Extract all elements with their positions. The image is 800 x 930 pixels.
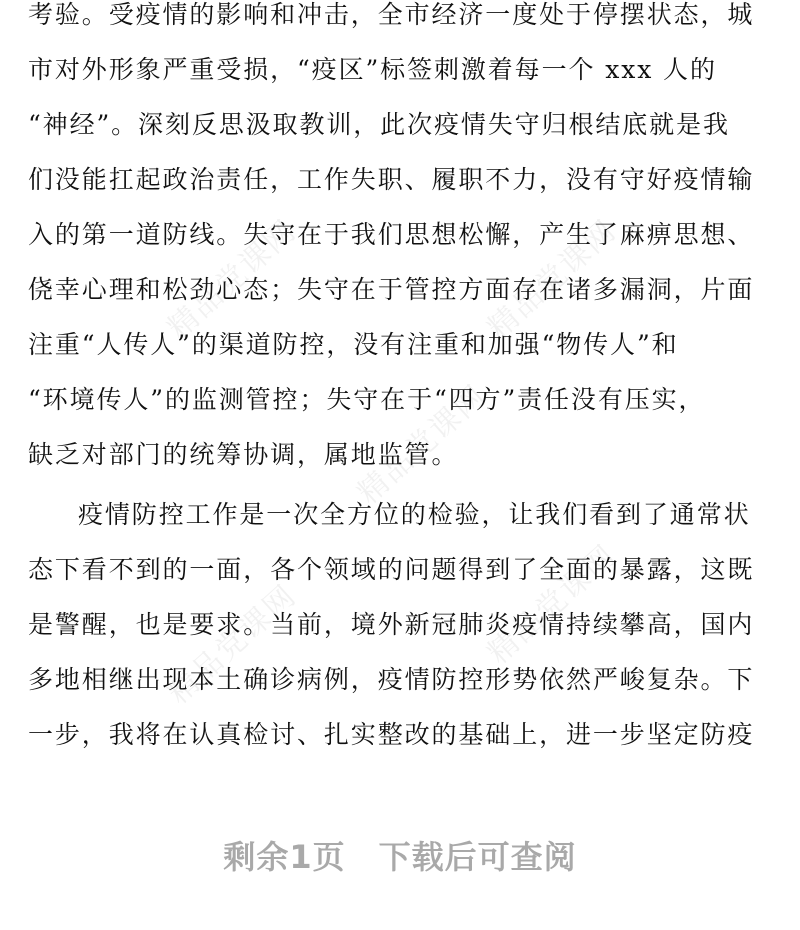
watermark: 精品党课网 [481,213,624,347]
text-line: 缺乏对部门的统筹协调，属地监管。 [28,440,459,469]
text-line: 注重“人传人”的渠道防控，没有注重和加强“物传人”和 [28,330,679,359]
remaining-pages-notice: 剩余1页 下载后可查阅 [223,838,577,876]
watermark: 精品党课网 [351,378,494,512]
watermark: 精品党课网 [161,578,304,712]
text-line: 一步，我将在认真检讨、扎实整改的基础上，进一步坚定防疫 [28,720,755,749]
text-line: 是警醒，也是要求。当前，境外新冠肺炎疫情持续攀高，国内 [28,610,755,639]
text-line: 市对外形象严重受损，“疫区”标签刺激着每一个 xxx 人的 [28,55,717,84]
text-line: “环境传人”的监测管控；失守在于“四方”责任没有压实， [28,385,706,414]
text-line: 考验。受疫情的影响和冲击，全市经济一度处于停摆状态，城 [28,0,755,29]
watermark: 精品党课网 [161,213,304,347]
text-line: 多地相继出现本土确诊病例，疫情防控形势依然严峻复杂。下 [28,665,755,694]
text-line: “神经”。深刻反思汲取教训，此次疫情失守归根结底就是我 [28,110,730,139]
text-line: 侥幸心理和松劲心态；失守在于管控方面存在诸多漏洞，片面 [28,275,755,304]
text-line: 态下看不到的一面，各个领域的问题得到了全面的暴露，这既 [28,555,755,584]
text-line: 疫情防控工作是一次全方位的检验，让我们看到了通常状 [78,500,751,529]
text-line: 入的第一道防线。失守在于我们思想松懈，产生了麻痹思想、 [28,220,755,249]
text-line: 们没能扛起政治责任，工作失职、履职不力，没有守好疫情输 [28,165,755,194]
watermark: 精品党课网 [481,538,624,672]
